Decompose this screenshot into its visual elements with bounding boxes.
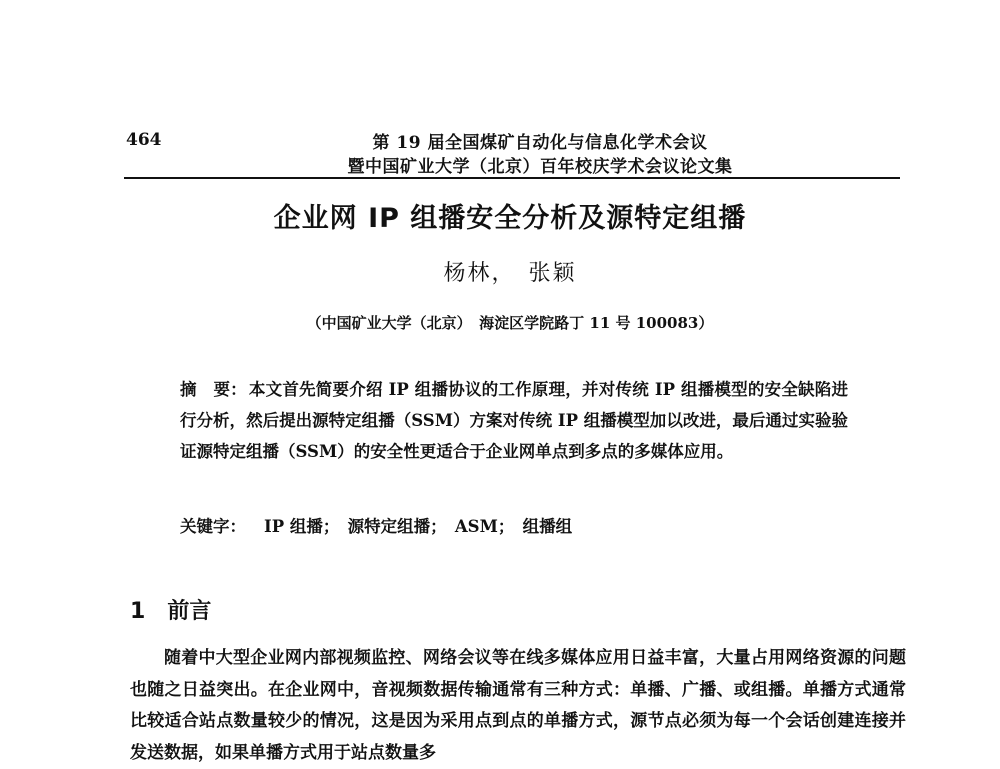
keywords-text: IP 组播； 源特定组播； ASM； 组播组 (264, 517, 573, 536)
page-number: 464 (126, 130, 162, 150)
authors: 杨林， 张颖 (443, 261, 577, 286)
keywords (180, 513, 848, 537)
abstract-label: 摘 要： (180, 380, 247, 399)
conference-title-line-1: 第 19 届全国煤矿自动化与信息化学术会议 (372, 133, 708, 153)
keywords-label: 关键字： (180, 517, 246, 536)
section-heading (130, 594, 211, 625)
abstract (180, 374, 848, 467)
section-number: 1 (130, 599, 146, 624)
conference-title-line-2: 暨中国矿业大学（北京）百年校庆学术会议论文集 (347, 157, 733, 177)
header-rule (124, 177, 900, 179)
paper-title: 企业网 IP 组播安全分析及源特定组播 (273, 203, 747, 234)
section-title: 前言 (167, 599, 212, 624)
body-paragraph: 随着中大型企业网内部视频监控、网络会议等在线多媒体应用日益丰富，大量占用网络资源的问题也随之日益突出。在企业网中，音视频数据传输通常有三种方式：单播、广播、或组播。单播方式通常比较适合站点数量较少的情况，这是因为采用点到点的单播方式，源节点必须为每一个会话创建连接并发送数据，如果单播方式用于站点数量多 (130, 648, 906, 763)
affiliation: （中国矿业大学（北京） 海淀区学院路丁 11 号 100083） (306, 314, 714, 332)
abstract-text: 本文首先简要介绍 IP 组播协议的工作原理，并对传统 IP 组播模型的安全缺陷进行分析，然后提出源特定组播（SSM）方案对传统 IP 组播模型加以改进，最后通过实验验证源特定组播（SSM）的安全性更适合于企业网单点到多点的多媒体应用。 (180, 380, 849, 461)
